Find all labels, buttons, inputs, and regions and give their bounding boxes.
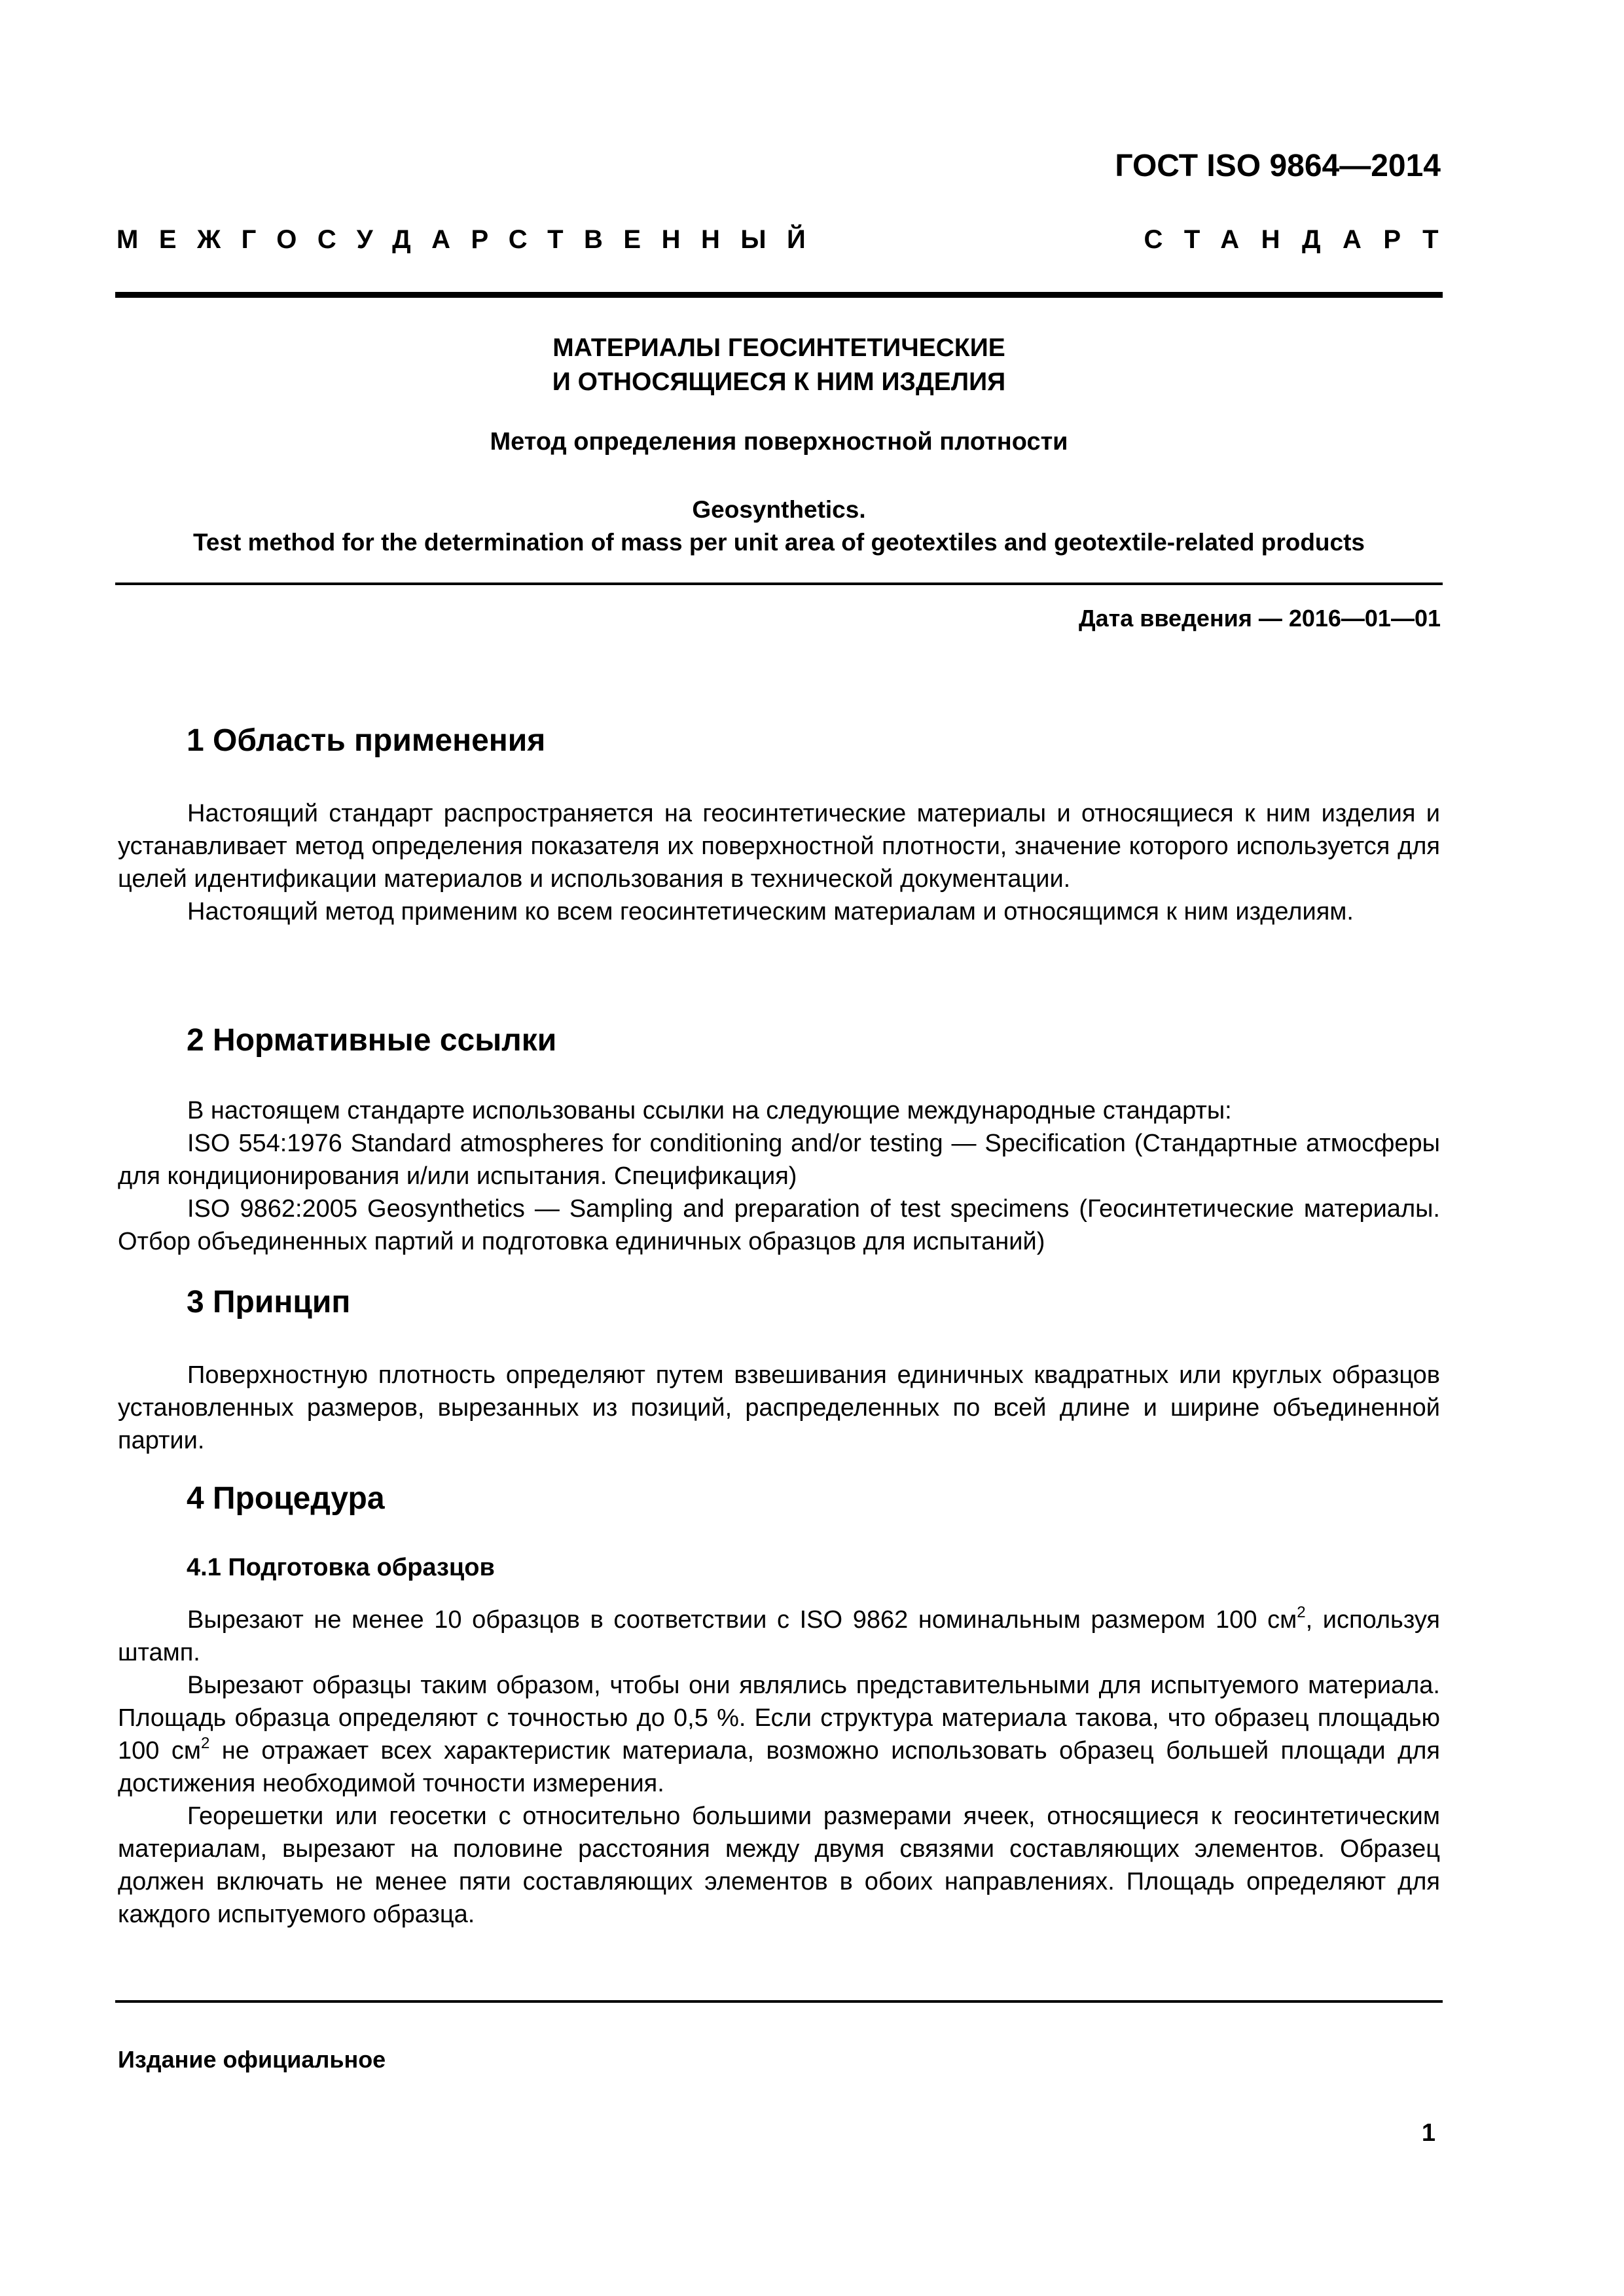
title-line-2: И ОТНОСЯЩИЕСЯ К НИМ ИЗДЕЛИЯ [552,368,1006,396]
title-divider [115,583,1443,585]
subsection-4-1-heading: 4.1 Подготовка образцов [187,1554,495,1581]
en-title-line-2: Test method for the determination of mass per unit area of geotextiles and geotextile-related products [192,529,1365,556]
section-3-heading: 3 Принцип [187,1285,351,1319]
section-2-reference-iso9862: ISO 9862:2005 Geosynthetics — Sampling and preparation of test specimens (Геосинтетические материалы. Отбор объединенных партий и подготовка единичных образцов для испытаний) [118,1195,1440,1255]
section-2-heading: 2 Нормативные ссылки [187,1023,557,1058]
section-3-body [118,1359,1440,1457]
doc-number: ГОСТ ISO 9864—2014 [1115,149,1441,183]
section-4-paragraph-3: Георешетки или геосетки с относительно большими размерами ячеек, относящиеся к геосинтетическим материалам, вырезают на половине расстояния между двумя связями составляющих элементов. Образец должен включать не менее пяти составляющих элементов в обоих направлениях. Площадь определяют для каждого испытуемого образца. [118,1803,1440,1928]
standard-type-left: МЕЖГОСУДАРСТВЕННЫЙ [117,225,827,254]
edition-note: Издание официальное [118,2046,386,2073]
doc-title-english [115,493,1443,559]
section-3-paragraph-1: Поверхностную плотность определяют путем взвешивания единичных квадратных или круглых образцов установленных размеров, вырезанных из позиций, распределенных по всей длине и ширине объединенной партии. [118,1361,1440,1454]
introduction-date: Дата введения — 2016—01—01 [1078,605,1441,632]
doc-subtitle: Метод определения поверхностной плотности [490,428,1068,456]
section-4-body [118,1604,1440,1931]
en-title-line-1: Geosynthetics. [692,496,866,523]
standard-type-right: СТАНДАРТ [1144,225,1460,254]
section-2-reference-iso554: ISO 554:1976 Standard atmospheres for conditioning and/or testing — Specification (Стандартные атмосферы для кондиционирования и/или испытания. Спецификация) [118,1130,1440,1190]
title-line-1: МАТЕРИАЛЫ ГЕОСИНТЕТИЧЕСКИЕ [552,334,1005,362]
section-2-body [118,1094,1440,1258]
superscript-2: 2 [200,1734,210,1752]
section-4-paragraph-2: Вырезают образцы таким образом, чтобы они являлись представительными для испытуемого материала. Площадь образца определяют с точностью до 0,5 %. Если структура материала такова, что образец площадью 100 $см^2$ не отражает всех характеристик материала, возможно использовать образец большей площади для достижения необходимой точности измерения. [118,1672,1440,1797]
section-1-paragraph-2: Настоящий метод применим ко всем геосинтетическим материалам и относящимся к ним изделиям. [187,898,1354,925]
doc-title [115,331,1443,399]
section-4-paragraph-1: Вырезают не менее 10 образцов в соответствии с ISO 9862 номинальным размером 100 $см^2$, используя штамп. [118,1604,1440,1666]
header-divider [115,292,1443,298]
footer-divider [115,2000,1443,2003]
section-4-heading: 4 Процедура [187,1481,385,1516]
section-1-heading: 1 Область применения [187,723,546,758]
page-number: 1 [1421,2119,1435,2147]
section-1-body [118,797,1440,928]
section-1-paragraph-1: Настоящий стандарт распространяется на геосинтетические материалы и относящиеся к ним изделия и устанавливает метод определения показателя их поверхностной плотности, значение которого используется для целей идентификации материалов и использования в технической документации. [118,800,1440,893]
superscript-2: 2 [1297,1604,1306,1621]
section-2-paragraph-1: В настоящем стандарте использованы ссылки на следующие международные стандарты: [187,1097,1232,1124]
